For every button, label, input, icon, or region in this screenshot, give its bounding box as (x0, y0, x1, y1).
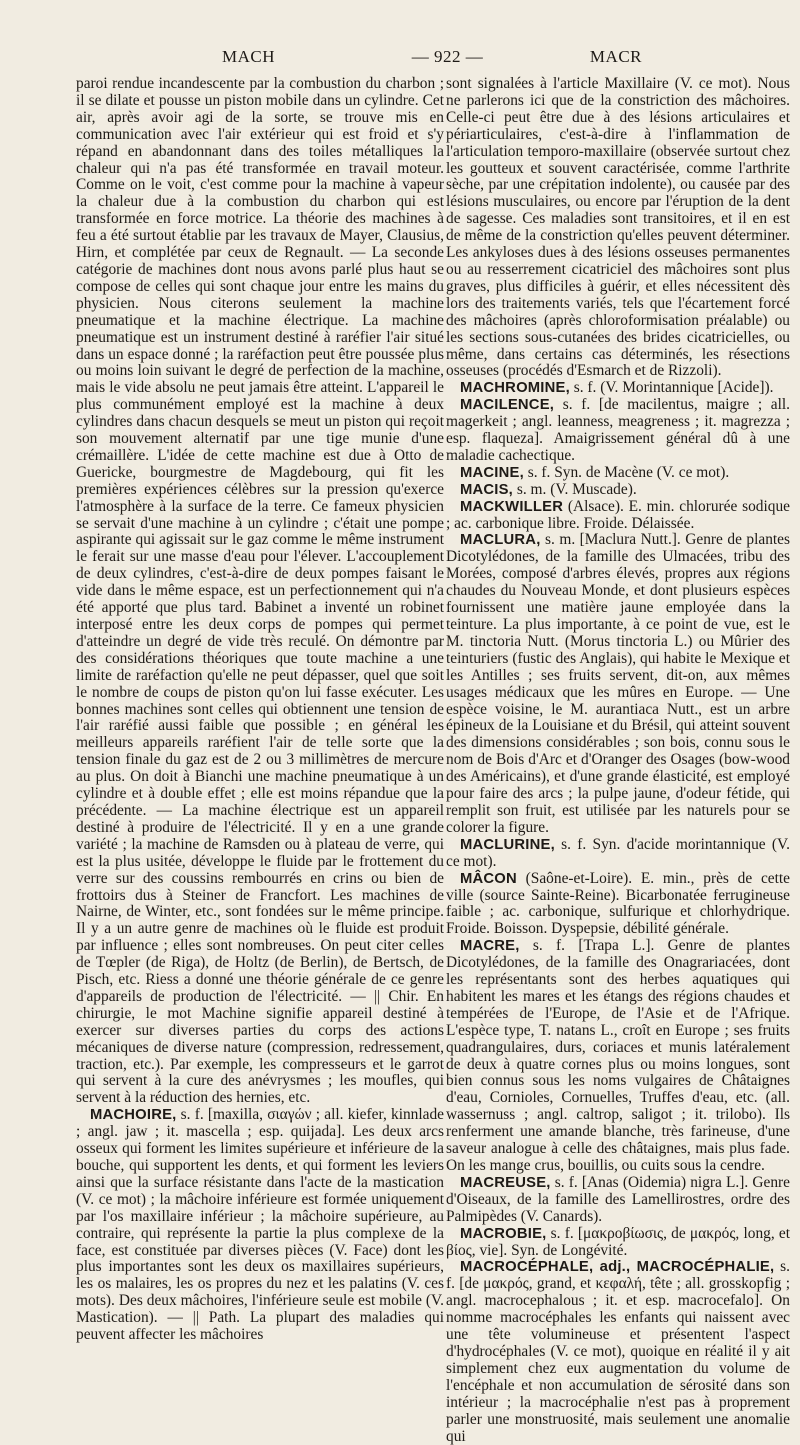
entry-headword: MACIS, (460, 481, 513, 498)
entry-headword: MACINE, (460, 464, 524, 481)
entry-headword: MACRE, (460, 938, 520, 955)
entry-paragraph (446, 465, 790, 482)
entry-text: s. f. [μακροβίωσις, de μακρός, long, et βίος, vie]. Syn. de Longévité. (446, 1224, 790, 1259)
page-number: — 922 — (411, 47, 484, 66)
entry-paragraph (446, 1226, 790, 1260)
header-left-guide-word: MACH (222, 47, 276, 66)
entry-text: s. f. [Anas (Oidemia) nigra L.]. Genre d'Oiseaux, de la famille des Lamellirostres, ordre des Palmipèdes (V. Canards). (446, 1173, 790, 1225)
entry-text: paroi rendue incandescente par la combustion du charbon ; il se dilate et pousse un piston mobile dans un cylindre. Cet air, après avoir agi de la sorte, se trouve mis en communication avec l'air extérieur qui est froid et s'y répand en abandonnant dans des toiles métalliques la chaleur qui n'a pas été transformée en travail moteur. Comme on le voit, c'est comme pour la machine à vapeur la chaleur due à la combustion du charbon qui est transformée en force motrice. La théorie des machines à feu a été surtout établie par les travaux de Mayer, Clausius, Hirn, et complétée par ceux de Regnault. — La seconde catégorie de machines dont nous avons parlé plus haut se compose de celles qui sont chaque jour entre les mains du physicien. Nous citerons seulement la machine pneumatique et la machine électrique. La machine pneumatique est un instrument destiné à raréfier l'air situé dans un espace donné ; la raréfaction peut être poussée plus ou moins loin suivant le degré de perfection de la machine, mais le vide absolu ne peut jamais être atteint. L'appareil le plus communément employé est la machine à deux cylindres dans chacun desquels se meut un piston qui reçoit son mouvement alternatif par une tige munie d'une crémaillère. L'idée de cette machine est due à Otto de Guericke, bourgmestre de Magdebourg, qui fit les premières expériences célèbres sur la pression qu'exerce l'atmosphère à la surface de la terre. Ce fameux physicien se servait d'une machine à un cylindre ; c'était une pompe aspirante qui agissait sur le gaz comme le même instrument le ferait sur une masse d'eau pour l'élever. L'accouplement de deux cylindres, c'est-à-dire de deux pompes faisant le vide dans le même espace, est un perfectionnement qui n'a été apporté que plus tard. Babinet a inventé un robinet interposé entre les deux corps de pompes qui permet d'atteindre un degré de vide très reculé. On démontre par des considérations théoriques que toute machine a une limite de raréfaction qu'elle ne peut dépasser, quel que soit le nombre de coups de piston qu'on lui fasse exécuter. Les bonnes machines sont celles qui obtiennent une tension de l'air raréfié aussi faible que possible ; en général les meilleurs appareils raréfient l'air de telle sorte que la tension finale du gaz est de 2 ou 3 millimètres de mercure au plus. On doit à Bianchi une machine pneumatique à un cylindre et à double effet ; elle est moins répandue que la précédente. — La machine électrique est un appareil destiné à produire de l'électricité. Il y en a une grande variété ; la machine de Ramsden ou à plateau de verre, qui est la plus usitée, développe le fluide par le frottement du verre sur des coussins rembourrés en crins ou bien de frottoirs dus à Steiner de Francfort. Les machines de Nairne, de Winter, etc., sont fondées sur le même principe. Il y a un autre genre de machines où le fluide est produit par influence ; elles sont nombreuses. On peut citer celles de Tœpler (de Riga), de Holtz (de Berlin), de Bertsch, de Pisch, etc. Riess a donné une théorie générale de ce genre d'appareils de production de l'électricité. — || Chir. En chirurgie, le mot Machine signifie appareil destiné à exercer sur diverses parties du corps des actions mécaniques de diverse nature (compression, redressement, traction, etc.). Par exemple, les compresseurs et le garrot qui servent à la cure des anévrysmes ; les moufles, qui servent à la réduction des hernies, etc. (76, 75, 444, 1107)
entry-paragraph (446, 1259, 790, 1445)
entry-headword: MACLURA, (460, 532, 541, 549)
entry-headword: MÂCON (460, 870, 517, 887)
right-column (446, 75, 791, 1445)
entry-headword: MACHROMINE, (460, 380, 570, 397)
entry-text: s. f. [maxilla, σιαγών ; all. kiefer, kinnlade ; angl. jaw ; it. mascella ; esp. quijada]. Les deux arcs osseux qui forment les limites supérieure et inférieure de la bouche, qui supportent les dents, et qui forment les leviers ainsi que la surface résistante dans l'acte de la mastication (V. ce mot) ; la mâchoire inférieure est formée uniquement par l'os maxillaire inférieur ; la mâchoire supérieure, au contraire, qui représente la partie la plus complexe de la face, est constituée par diverses pièces (V. Face) dont les plus importantes sont les deux os maxillaires supérieurs, les os malaires, les os propres du nez et les palatins (V. ces mots). Des deux mâchoires, l'inférieure seule est mobile (V. Mastication). — || Path. La plupart des maladies qui peuvent affecter les mâchoires (76, 1106, 444, 1344)
entry-paragraph (446, 532, 790, 836)
entry-paragraph (446, 871, 790, 939)
entry-text: s. f. [Trapa L.]. Genre de plantes Dicotylédones, de la famille des Onagrariacées, dont les représentants sont des herbes aquatiques qui habitent les mares et les étangs des régions chaudes et tempérées de l'Europe, de l'Asie et de l'Afrique. L'espèce type, T. natans L., croît en Europe ; ses fruits quadrangulaires, durs, coriaces et munis latéralement de deux à quatre cornes plus ou moins longues, sont bien connus sous les noms vulgaires de Châtaignes d'eau, Cornioles, Cornuelles, Truffes d'eau, etc. (all. wassernuss ; angl. caltrop, saligot ; it. trilobo). Ils renferment une amande blanche, très farineuse, d'une saveur analogue à celle des châtaignes, mais plus fade. On les mange crus, bouillis, ou cuits sous la cendre. (446, 937, 790, 1174)
entry-paragraph (446, 76, 790, 380)
entry-text: s. f. Syn. d'acide morintannique (V. ce mot). (446, 835, 790, 870)
entry-headword: MACILENCE, (460, 397, 555, 414)
entry-text: s. m. [Maclura Nutt.]. Genre de plantes Dicotylédones, de la famille des Ulmacées, tribu des Morées, composé d'arbres élevés, propres aux régions chaudes du Nouveau Monde, et dont plusieurs espèces fournissent une matière jaune employée dans la teinture. La plus importante, à ce point de vue, est le M. tinctoria Nutt. (Morus tinctoria L.) ou Mûrier des teinturiers (fustic des Anglais), qui habite le Mexique et les Antilles ; ses fruits servent, dit-on, aux mêmes usages médicaux que les mûres en Europe. — Une espèce voisine, le M. aurantiaca Nutt., est un arbre épineux de la Louisiane et du Brésil, qui atteint souvent des dimensions considérables ; son bois, connu sous le nom de Bois d'Arc et d'Oranger des Osages (bow-wood des Américains), et d'une grande élasticité, est employé pour faire des arcs ; la pulpe jaune, d'odeur fétide, qui remplit son fruit, est utilisée par les naturels pour se colorer la figure. (446, 531, 790, 836)
entry-headword: MACKWILLER (460, 498, 564, 515)
entry-text: s. f. [de macilentus, maigre ; all. magerkeit ; angl. leanness, meagreness ; it. magrezza ; esp. flaqueza]. Amaigrissement général dû à une maladie cachectique. (446, 396, 790, 464)
entry-headword: MACHOIRE, (90, 1107, 177, 1124)
entry-paragraph (76, 76, 444, 1107)
left-column (76, 75, 444, 1344)
entry-paragraph (446, 499, 790, 533)
entry-text: s. f. Syn. de Macène (V. ce mot). (523, 463, 730, 481)
entry-text: s. f. [de μακρός, grand, et κεφαλή, tête ; all. grosskopfig ; angl. macrocephalous ; it. et esp. macrocefalo]. On nomme macrocéphales les enfants qui naissent avec une tête volumineuse et présentent l'aspect d'hydrocéphales (V. ce mot), quoique en réalité il y ait simplement chez eux augmentation du volume de l'encéphale et non accumulation de sérosité dans son intérieur ; la macrocéphalie n'est pas à proprement parler une monstruosité, mais seulement une anomalie qui (446, 1258, 791, 1445)
running-header (70, 44, 790, 70)
entry-headword: MACREUSE, (460, 1174, 551, 1191)
entry-headword: MACLURINE, (460, 836, 555, 853)
entry-paragraph (446, 1175, 790, 1226)
entry-text: s. f. (V. Morintannique [Acide]). (569, 379, 774, 397)
entry-paragraph (446, 482, 790, 499)
header-right-guide-word: MACR (589, 47, 642, 66)
entry-paragraph (76, 1107, 444, 1344)
entry-text: sont signalées à l'article Maxillaire (V. ce mot). Nous ne parlerons ici que de la constriction des mâchoires. Celle-ci peut être due à des lésions articulaires et périarticulaires, c'est-à-dire à l'inflammation de l'articulation temporo-maxillaire (observée surtout chez les goutteux et souvent caractérisée, comme l'arthrite sèche, par une crépitation indolente), ou causée par des lésions musculaires, ou encore par l'éruption de la dent de sagesse. Ces maladies sont transitoires, et il en est de même de la constriction qu'elles peuvent déterminer. Les ankyloses dues à des lésions osseuses permanentes ou au resserrement cicatriciel des mâchoires sont plus graves, plus difficiles à guérir, et elles nécessitent dès lors des traitements variés, tels que l'écartement forcé des mâchoires (après chloroformisation préalable) ou les sections sous-cutanées des brides cicatricielles, ou même, dans certains cas déterminés, les résections osseuses (procédés d'Esmarch et de Rizzoli). (446, 75, 790, 380)
entry-paragraph (446, 837, 790, 871)
entry-paragraph (446, 380, 790, 397)
entry-paragraph (446, 397, 790, 465)
entry-headword: MACROBIE, (460, 1225, 547, 1242)
entry-paragraph (446, 938, 790, 1175)
entry-text: s. m. (V. Muscade). (513, 480, 637, 498)
entry-text: (Saône-et-Loire). E. min., près de cette ville (source Sainte-Reine). Bicarbonatée ferrugineuse faible ; ac. carbonique, sulfurique et chlorhydrique. Froide. Boisson. Dyspepsie, débilité générale. (446, 869, 790, 938)
entry-text: (Alsace). E. min. chlorurée sodique ; ac. carbonique libre. Froide. Délaissée. (446, 497, 790, 532)
entry-headword: MACROCÉPHALE, adj., MACROCÉPHALIE, (460, 1259, 775, 1276)
